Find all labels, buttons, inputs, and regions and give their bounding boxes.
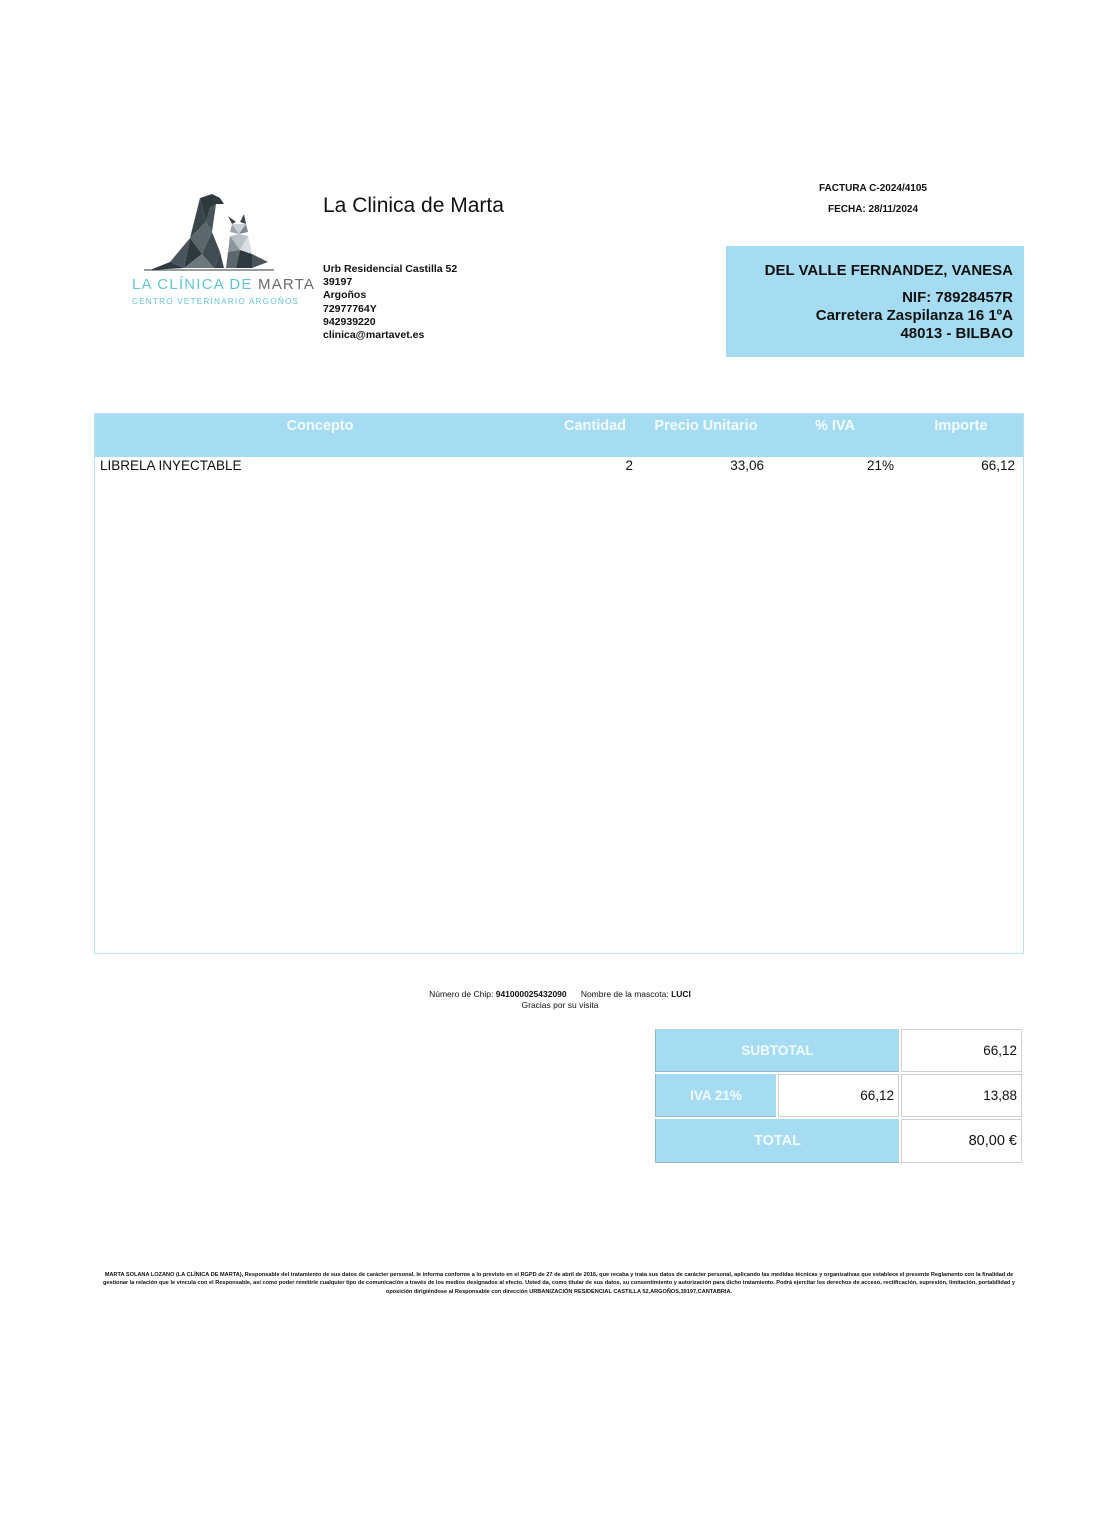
- pet-value: LUCI: [671, 989, 691, 999]
- chip-line: [300, 989, 820, 1000]
- chip-value: 941000025432090: [495, 989, 567, 999]
- logo-subtitle: CENTRO VETERINARIO ARGOÑOS: [132, 297, 300, 306]
- client-city: 48013 - BILBAO: [900, 325, 1013, 342]
- invoice-date: FECHA: 28/11/2024: [827, 204, 919, 215]
- client-box: [726, 246, 1024, 357]
- company-city: Argoños: [323, 289, 367, 302]
- client-nif: NIF: 78928457R: [902, 289, 1013, 306]
- logo-name: LA CLÍNICA DE MARTA: [132, 276, 316, 293]
- client-name: DEL VALLE FERNANDEZ, VANESA: [764, 262, 1013, 279]
- row-iva: 21%: [866, 458, 894, 473]
- iva-base: 66,12: [778, 1074, 899, 1117]
- company-info: [323, 263, 457, 342]
- company-nif: 72977764Y: [323, 302, 377, 315]
- subtotal-label: SUBTOTAL: [655, 1029, 899, 1072]
- iva-label: IVA 21%: [655, 1074, 776, 1117]
- company-name: La Clinica de Marta: [323, 194, 504, 217]
- pet-label: Nombre de la mascota:: [580, 989, 669, 999]
- items-table: [94, 413, 1024, 954]
- items-table-header: [95, 414, 1023, 457]
- client-address: Carretera Zaspilanza 16 1ºA: [815, 307, 1013, 324]
- clinic-logo: [132, 192, 316, 314]
- row-concepto: LIBRELA INYECTABLE: [100, 458, 242, 473]
- row-precio: 33,06: [730, 458, 764, 473]
- invoice-number: FACTURA C-2024/4105: [818, 183, 927, 194]
- chip-label: Número de Chip:: [429, 989, 494, 999]
- thanks-text: Gracias por su visita: [521, 999, 599, 1010]
- row-importe: 66,12: [981, 458, 1015, 473]
- totals-table: [655, 1029, 1022, 1163]
- company-phone: 942939220: [323, 315, 376, 328]
- header-importe: Importe: [934, 418, 988, 434]
- header-iva: % IVA: [814, 418, 856, 434]
- iva-value: 13,88: [901, 1074, 1022, 1117]
- table-row: [95, 458, 1023, 476]
- total-label: TOTAL: [655, 1119, 899, 1163]
- company-postal-code: 39197: [323, 276, 353, 289]
- header-cantidad: Cantidad: [563, 418, 627, 434]
- company-address: Urb Residencial Castilla 52: [323, 263, 458, 275]
- dog-cat-logo-icon: [140, 192, 274, 272]
- subtotal-value: 66,12: [901, 1029, 1022, 1072]
- header-precio-unitario: Precio Unitario: [654, 418, 758, 434]
- total-value: 80,00 €: [901, 1119, 1022, 1163]
- row-cantidad: 2: [625, 458, 633, 473]
- company-email: clinica@martavet.es: [323, 329, 425, 342]
- legal-disclaimer: MARTA SOLANA LOZANO (LA CLÍNICA DE MARTA), Responsable del tratamiento de sus datos de carácter personal, le informa conforme a lo previsto en el RGPD de 27 de abril de 2016, que recaba y trata sus datos de carácter personal, aplicando las medidas técnicas y organizativas que establece el presente Reglamento con la finalidad de gestionar la relación que le vincula con el Responsable, así como poder remitirle cualquier tipo de comunicación a través de los medios designados al efecto. Usted da, como titular de sus datos, su consentimiento y autorización para dicho tratamiento. Podrá ejercitar los derechos de acceso, rectificación, supresión, limitación, portabilidad y oposición dirigiéndose al Responsable con dirección URBANIZACIÓN RESIDENCIAL CASTILLA 52,ARGOÑOS,39197,CANTABRIA.: [102, 1272, 1016, 1295]
- header-concepto: Concepto: [286, 418, 354, 434]
- pet-note: [300, 989, 820, 1010]
